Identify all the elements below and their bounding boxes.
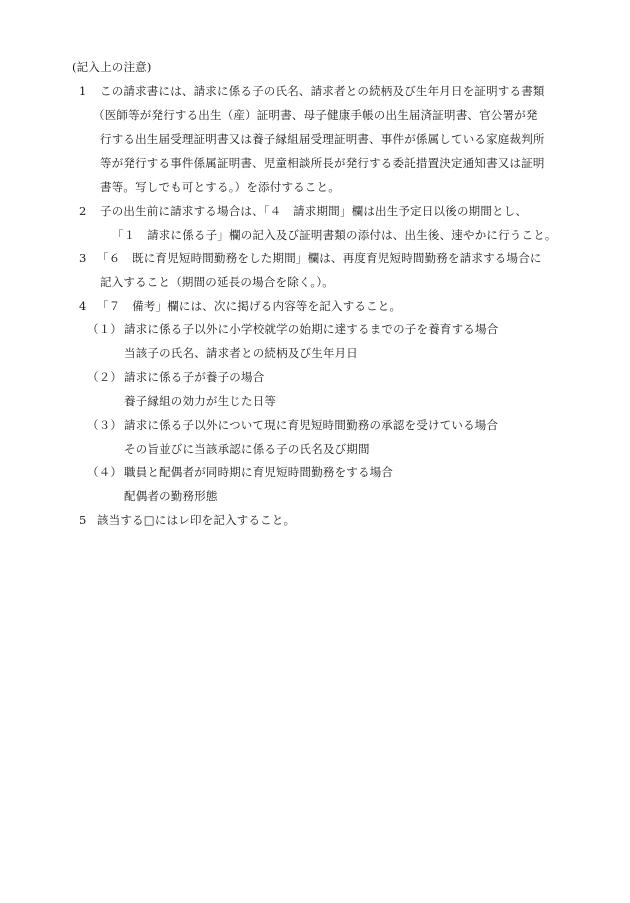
note-4-sub-3-detail: その旨並びに当該承認に係る子の氏名及び期間: [124, 442, 370, 456]
note-4-sub-1-number: （１）: [87, 322, 123, 336]
note-4-line-1: 「７ 備考」欄には、次に掲げる内容等を記入すること。: [97, 299, 402, 313]
note-5-line-1: 該当する□にはレ印を記入すること。: [97, 513, 296, 527]
note-1-line-1: この請求書には、請求に係る子の氏名、請求者との続柄及び生年月日を証明する書類: [100, 84, 545, 98]
note-2-line-2: 「１ 請求に係る子」欄の記入及び証明書類の添付は、出生後、速やかに行うこと。: [112, 228, 557, 242]
note-1-line-5: 書等。写しでも可とする。）を添付すること。: [100, 180, 340, 194]
note-1-line-2: （医師等が発行する出生（産）証明書、母子健康手帳の出生届済証明書、官公署が発: [93, 108, 538, 122]
note-4-sub-4-title: 職員と配偶者が同時期に育児短時間勤務をする場合: [124, 465, 394, 479]
note-4-sub-4-number: （４）: [87, 465, 123, 479]
note-2-number: 2: [79, 204, 87, 218]
note-4-sub-2-number: （２）: [87, 370, 123, 384]
note-4-number: 4: [79, 299, 87, 313]
note-3-line-2: 記入すること（期間の延長の場合を除く。）。: [100, 275, 334, 289]
notes-heading: (記入上の注意): [72, 60, 152, 74]
note-4-sub-4-detail: 配偶者の勤務形態: [124, 489, 218, 503]
note-1-line-3: 行する出生届受理証明書又は養子縁組届受理証明書、事件が係属している家庭裁判所: [100, 132, 545, 146]
note-3-number: 3: [79, 251, 87, 265]
note-1-number: 1: [79, 84, 87, 98]
note-4-sub-1-detail: 当該子の氏名、請求者との続柄及び生年月日: [124, 346, 358, 360]
note-4-sub-2-detail: 養子縁組の効力が生じた日等: [124, 394, 277, 408]
note-1-line-4: 等が発行する事件係属証明書、児童相談所長が発行する委託措置決定通知書又は証明: [100, 156, 545, 170]
note-2-line-1: 子の出生前に請求する場合は、「４ 請求期間」欄は出生予定日以後の期間とし、: [100, 204, 528, 218]
note-3-line-1: 「６ 既に育児短時間勤務をした期間」欄は、再度育児短時間勤務を請求する場合に: [97, 251, 542, 265]
note-4-sub-3-title: 請求に係る子以外について現に育児短時間勤務の承認を受けている場合: [124, 418, 499, 432]
note-4-sub-2-title: 請求に係る子が養子の場合: [124, 370, 265, 384]
note-4-sub-1-title: 請求に係る子以外に小学校就学の始期に達するまでの子を養育する場合: [124, 322, 499, 336]
note-4-sub-3-number: （３）: [87, 418, 123, 432]
note-5-number: 5: [79, 513, 87, 527]
